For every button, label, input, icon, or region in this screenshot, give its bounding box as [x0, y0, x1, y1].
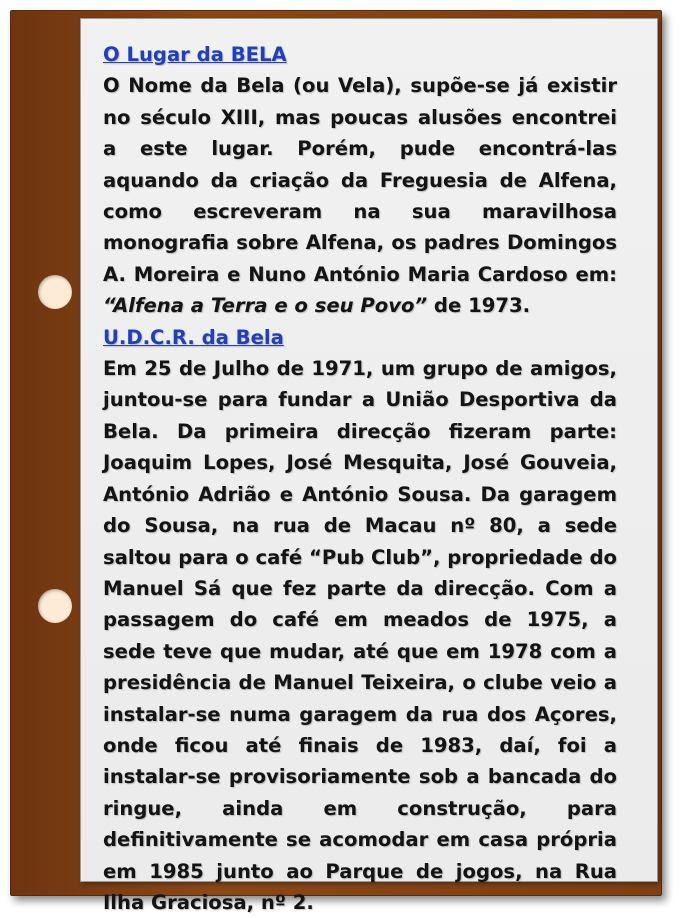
page-content	[103, 39, 617, 918]
section-paragraph-lugar-da-bela	[103, 70, 617, 321]
book-title-quote: “Alfena a Terra e o seu Povo”	[103, 294, 428, 318]
section-paragraph-udcr-da-bela: Em 25 de Julho de 1971, um grupo de amigos, juntou-se para fundar a União Desportiva da Bela. Da primeira direcção fizeram parte: Joaquim Lopes, José Mesquita, José Gouveia, António Adrião e António Sousa. Da garagem do Sousa, na rua de Macau nº 80, a sede saltou para o café “Pub Club”, propriedade do Manuel Sá que fez parte da direcção. Com a passagem do café em meados de 1975, a sede teve que mudar, até que em 1978 com a presidência de Manuel Teixeira, o clube veio a instalar-se numa garagem da rua dos Açores, onde ficou até finais de 1983, daí, foi a instalar-se provisoriamente sob a bancada do ringue, ainda em construção, para definitivamente se acomodar em casa própria em 1985 junto ao Parque de jogos, na Rua Ilha Graciosa, nº 2.	[103, 357, 617, 914]
paragraph-text: O Nome da Bela (ou Vela), supõe-se já existir no século XIII, mas poucas alusões encontrei a este lugar. Porém, pude encontrá-las aquando da criação da Freguesia de Alfena, como escreveram na sua maravilhosa monografia sobre Alfena, os padres Domingos A. Moreira e Nuno António Maria Cardoso em:	[103, 74, 617, 286]
binder-hole-top	[38, 275, 72, 309]
binder-hole-bottom	[38, 589, 72, 623]
paragraph-text-end: de 1973.	[427, 294, 531, 318]
page-sheet	[80, 18, 658, 914]
section-heading-udcr-da-bela[interactable]: U.D.C.R. da Bela	[103, 325, 284, 349]
section-heading-lugar-da-bela[interactable]: O Lugar da BELA	[103, 43, 287, 66]
